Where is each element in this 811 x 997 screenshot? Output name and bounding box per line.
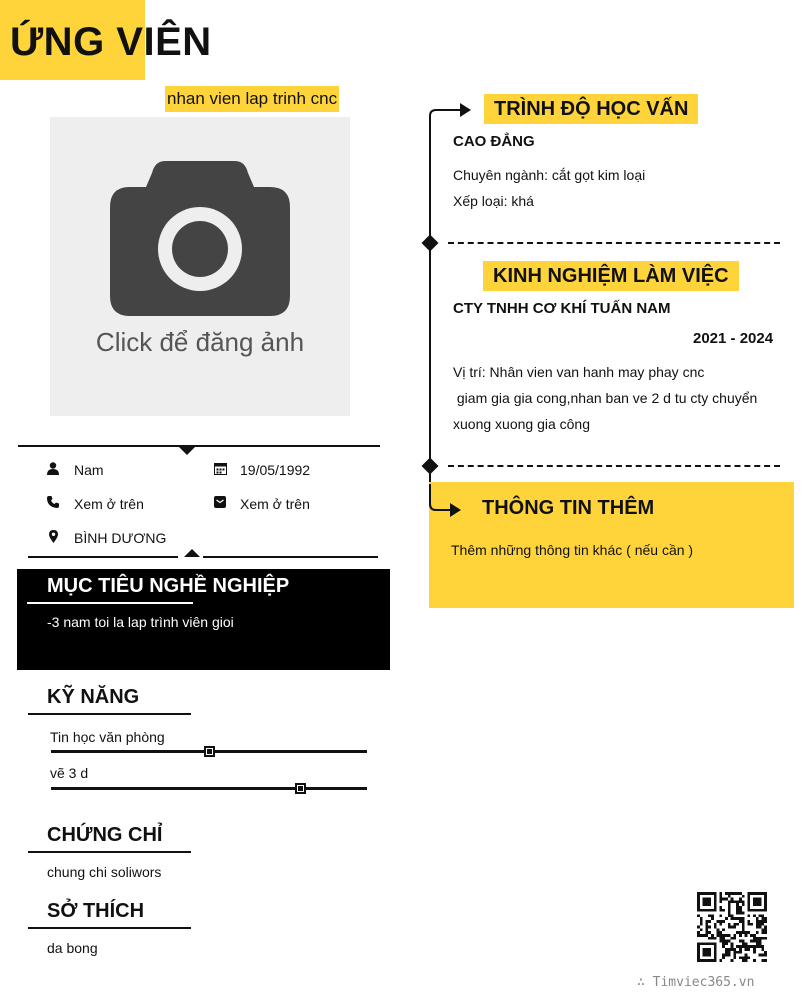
info-divider-top bbox=[18, 445, 380, 447]
extra-info-section bbox=[429, 482, 794, 608]
objective-text[interactable]: -3 nam toi la lap trình viên gioi bbox=[47, 614, 234, 630]
experience-company[interactable]: CTY TNHH CƠ KHÍ TUẤN NAM bbox=[453, 300, 671, 317]
page-title: ỨNG VIÊN bbox=[10, 20, 212, 64]
skill-name[interactable]: Tin học văn phòng bbox=[50, 729, 165, 745]
calendar-icon bbox=[213, 461, 227, 475]
experience-description-cont[interactable]: xuong xuong gia công bbox=[453, 416, 590, 432]
experience-description[interactable]: giam gia gia cong,nhan ban ve 2 d tu cty chuyển bbox=[453, 390, 758, 406]
education-title: TRÌNH ĐỘ HỌC VẤN bbox=[484, 94, 698, 124]
education-school[interactable]: CAO ĐẲNG bbox=[453, 133, 535, 150]
user-icon bbox=[46, 461, 60, 475]
triangle-down-icon bbox=[179, 447, 195, 455]
arrow-right-icon bbox=[429, 484, 463, 522]
qr-code-icon bbox=[697, 892, 767, 962]
gender-value[interactable]: Nam bbox=[74, 462, 104, 478]
envelope-icon bbox=[213, 495, 227, 509]
certificates-title: CHỨNG CHỈ bbox=[47, 824, 163, 846]
skill-name[interactable]: vẽ 3 d bbox=[50, 765, 89, 781]
hobbies-title: SỞ THÍCH bbox=[47, 900, 145, 922]
section-divider bbox=[448, 465, 780, 467]
education-major[interactable]: Chuyên ngành: cắt gọt kim loại bbox=[453, 167, 646, 183]
skill-bar bbox=[51, 787, 367, 790]
certificates-text[interactable]: chung chi soliwors bbox=[47, 864, 162, 880]
timeline-node bbox=[422, 235, 439, 252]
education-grade[interactable]: Xếp loại: khá bbox=[453, 193, 534, 209]
objective-underline bbox=[27, 602, 193, 604]
objective-title: MỤC TIÊU NGHỀ NGHIỆP bbox=[47, 575, 290, 597]
phone-icon bbox=[46, 495, 60, 509]
experience-position[interactable]: Vị trí: Nhân vien van hanh may phay cnc bbox=[453, 364, 705, 380]
objective-section bbox=[17, 569, 390, 670]
camera-icon bbox=[110, 161, 290, 316]
section-divider bbox=[448, 242, 780, 244]
skills-underline bbox=[28, 713, 191, 715]
skills-title: KỸ NĂNG bbox=[47, 686, 140, 708]
skill-level-handle[interactable] bbox=[204, 746, 215, 757]
timeline-node bbox=[422, 458, 439, 475]
brand-footer[interactable]: ∴ Timviec365.vn bbox=[637, 975, 755, 990]
extra-info-text[interactable]: Thêm những thông tin khác ( nếu cần ) bbox=[451, 542, 694, 558]
phone-value[interactable]: Xem ở trên bbox=[74, 496, 144, 512]
birthday-value[interactable]: 19/05/1992 bbox=[240, 462, 311, 478]
hobbies-text[interactable]: da bong bbox=[47, 940, 98, 956]
certificates-underline bbox=[28, 851, 191, 853]
map-marker-icon bbox=[46, 529, 60, 543]
experience-period[interactable]: 2021 - 2024 bbox=[693, 330, 774, 347]
timeline-line bbox=[429, 118, 431, 486]
triangle-up-icon bbox=[184, 549, 200, 557]
avatar-upload[interactable] bbox=[50, 117, 350, 416]
skill-level-handle[interactable] bbox=[295, 783, 306, 794]
experience-title: KINH NGHIỆM LÀM VIỆC bbox=[483, 261, 739, 291]
avatar-upload-label: Click để đăng ảnh bbox=[95, 327, 305, 357]
hobbies-underline bbox=[28, 927, 191, 929]
info-divider-bottom-right bbox=[203, 556, 378, 558]
email-value[interactable]: Xem ở trên bbox=[240, 496, 310, 512]
job-title[interactable]: nhan vien lap trinh cnc bbox=[165, 86, 339, 112]
extra-info-title: THÔNG TIN THÊM bbox=[482, 497, 655, 519]
info-divider-bottom-left bbox=[28, 556, 178, 558]
address-value[interactable]: BÌNH DƯƠNG bbox=[74, 530, 167, 546]
arrow-right-icon bbox=[429, 100, 473, 122]
